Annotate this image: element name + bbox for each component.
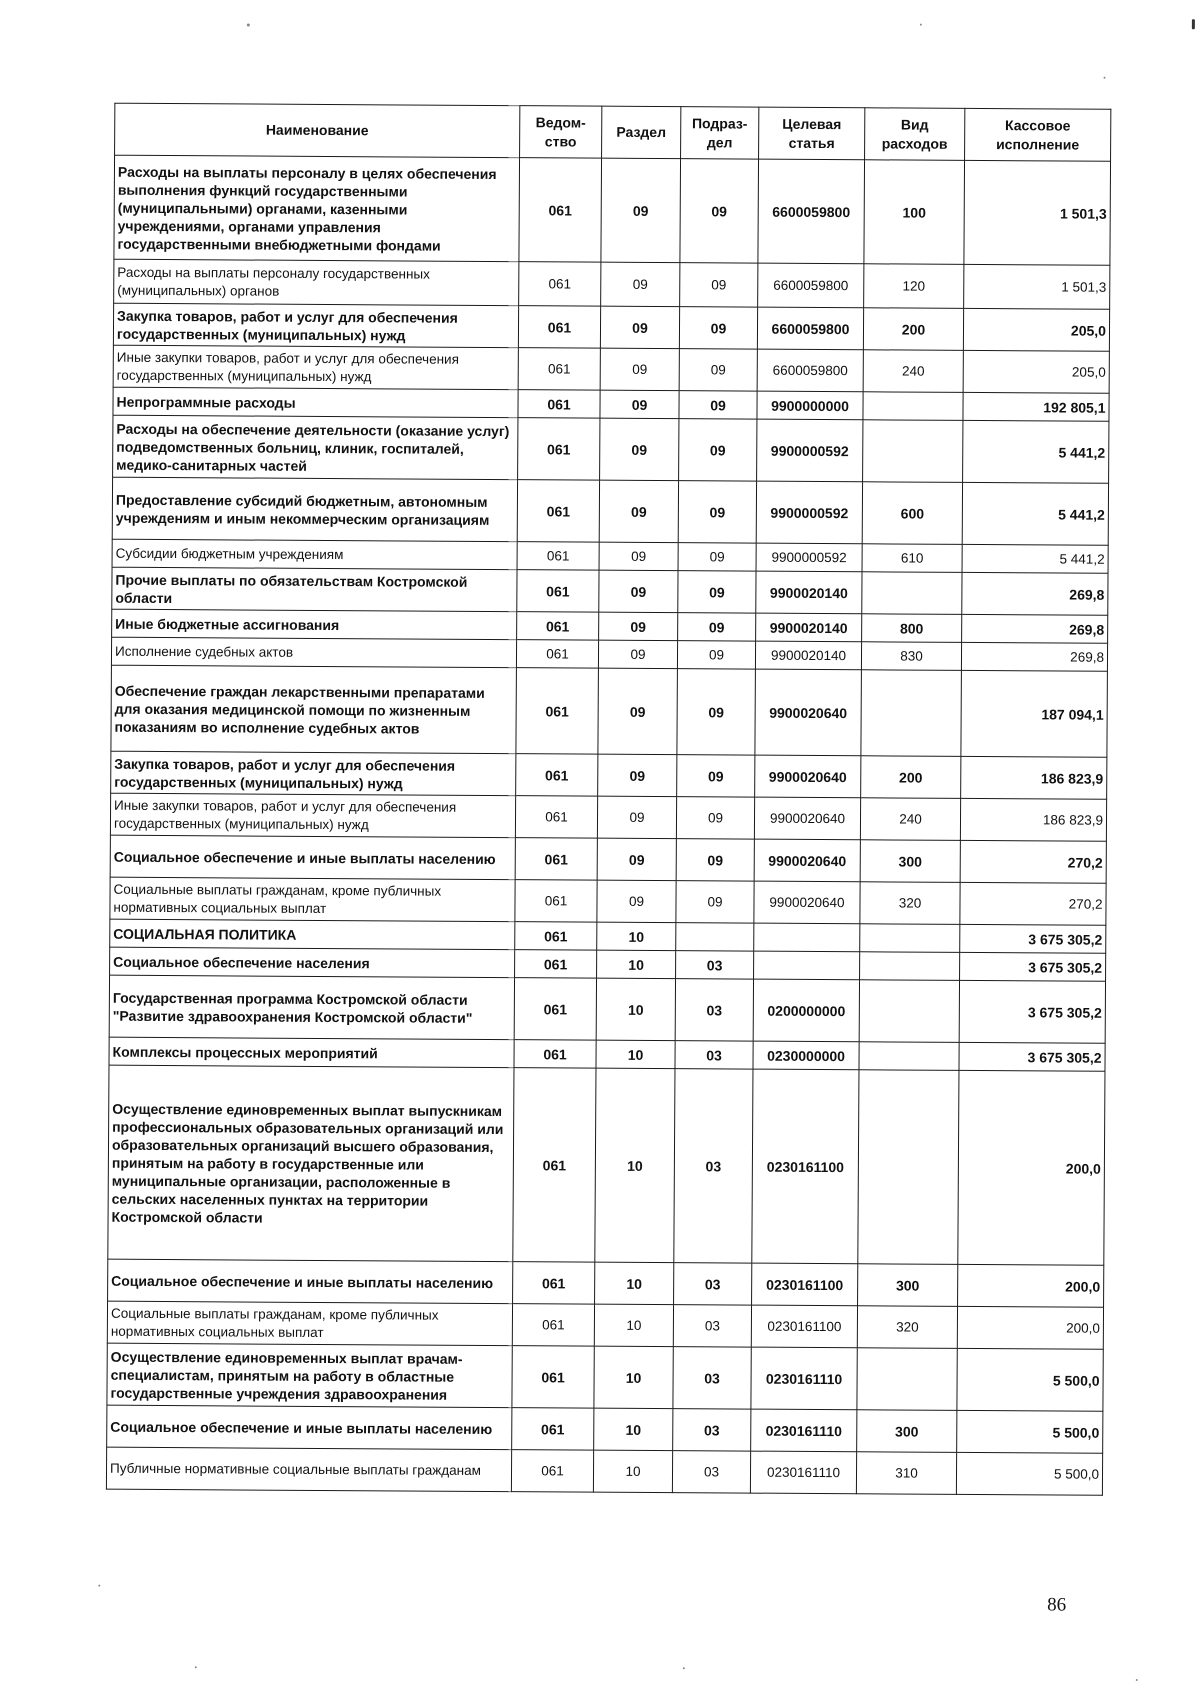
row-podrazdel-cell: 03 bbox=[674, 1263, 752, 1305]
row-podrazdel-cell: 09 bbox=[679, 349, 757, 391]
table-row bbox=[108, 1259, 1104, 1307]
row-razdel-cell: 10 bbox=[597, 922, 676, 950]
table-row bbox=[109, 975, 1105, 1043]
row-name-cell: Расходы на выплаты персоналу в целях обеспечения выполнения функций государственными (муниципальными) органами, казенными учреждениями, органами управления государственными внебюджетными фондами bbox=[114, 155, 520, 261]
budget-execution-table bbox=[106, 103, 1111, 1496]
row-vid-raskhodov-cell: 200 bbox=[861, 756, 961, 799]
table-body bbox=[106, 155, 1110, 1495]
row-name-cell: Обеспечение граждан лекарственными препаратами для оказания медицинской помощи по жизненным показаниям во исполнение судебных актов bbox=[111, 665, 517, 753]
row-celevaya-statya-cell: 9900020640 bbox=[754, 881, 860, 924]
row-vid-raskhodov-cell: 100 bbox=[864, 160, 965, 265]
scan-speck bbox=[247, 24, 250, 27]
row-celevaya-statya-cell: 9900000592 bbox=[756, 543, 862, 572]
row-ispolnenie-cell: 192 805,1 bbox=[963, 392, 1109, 421]
row-name-cell: Прочие выплаты по обязательствам Костромской области bbox=[112, 567, 517, 611]
header-name: Наименование bbox=[115, 103, 520, 157]
row-vedomstvo-cell: 061 bbox=[519, 158, 602, 262]
row-ispolnenie-cell: 3 675 305,2 bbox=[960, 924, 1106, 953]
row-podrazdel-cell: 03 bbox=[675, 979, 753, 1041]
table-row bbox=[107, 1405, 1103, 1453]
row-razdel-cell: 10 bbox=[594, 1408, 673, 1450]
row-ispolnenie-cell: 269,8 bbox=[962, 572, 1108, 615]
row-podrazdel-cell: 09 bbox=[677, 641, 755, 669]
row-razdel-cell: 09 bbox=[597, 880, 676, 922]
row-celevaya-statya-cell: 6600059800 bbox=[757, 349, 863, 392]
header-celevaya-statya: Целевая статья bbox=[759, 107, 865, 160]
row-vedomstvo-cell: 061 bbox=[514, 978, 596, 1040]
row-razdel-cell: 09 bbox=[601, 158, 681, 262]
row-podrazdel-cell: 09 bbox=[680, 263, 758, 307]
row-vid-raskhodov-cell bbox=[863, 420, 963, 483]
table-header-row bbox=[115, 103, 1111, 161]
row-celevaya-statya-cell: 6600059800 bbox=[758, 159, 865, 264]
row-razdel-cell: 10 bbox=[597, 950, 676, 978]
row-ispolnenie-cell: 5 500,0 bbox=[956, 1452, 1102, 1495]
row-vedomstvo-cell: 061 bbox=[516, 640, 598, 669]
row-podrazdel-cell: 03 bbox=[674, 1069, 753, 1263]
row-celevaya-statya-cell: 9900000000 bbox=[757, 391, 863, 420]
row-name-cell: Предоставление субсидий бюджетным, автономным учреждениям и иным некоммерческим организациям bbox=[112, 477, 517, 541]
row-vedomstvo-cell: 061 bbox=[513, 1262, 595, 1305]
row-name-cell: Иные закупки товаров, работ и услуг для обеспечения государственных (муниципальных) нужд bbox=[110, 793, 515, 837]
row-celevaya-statya-cell bbox=[754, 923, 860, 952]
row-podrazdel-cell: 09 bbox=[678, 571, 756, 613]
row-celevaya-statya-cell: 0230161110 bbox=[751, 1347, 857, 1410]
row-ispolnenie-cell: 269,8 bbox=[961, 642, 1107, 671]
row-vedomstvo-cell: 061 bbox=[515, 880, 597, 923]
row-name-cell: Социальное обеспечение населения bbox=[110, 947, 515, 977]
row-vedomstvo-cell: 061 bbox=[518, 418, 600, 480]
row-vedomstvo-cell: 061 bbox=[515, 838, 597, 881]
row-vedomstvo-cell: 061 bbox=[516, 754, 598, 797]
row-podrazdel-cell: 09 bbox=[680, 159, 759, 263]
row-celevaya-statya-cell: 6600059800 bbox=[757, 307, 863, 350]
row-ispolnenie-cell: 5 500,0 bbox=[957, 1348, 1103, 1411]
row-vedomstvo-cell: 061 bbox=[512, 1304, 594, 1347]
table-row bbox=[106, 1447, 1102, 1495]
table-row bbox=[111, 751, 1107, 799]
row-ispolnenie-cell: 200,0 bbox=[958, 1070, 1105, 1265]
row-celevaya-statya-cell: 9900020640 bbox=[755, 755, 861, 798]
table-row bbox=[113, 345, 1109, 393]
scan-speck bbox=[195, 1666, 197, 1668]
row-name-cell: Непрограммные расходы bbox=[113, 387, 518, 417]
row-vedomstvo-cell: 061 bbox=[514, 1040, 596, 1069]
row-razdel-cell: 10 bbox=[593, 1450, 672, 1492]
row-celevaya-statya-cell: 0230161110 bbox=[750, 1451, 856, 1494]
row-vid-raskhodov-cell bbox=[862, 572, 962, 615]
row-vid-raskhodov-cell bbox=[858, 1070, 959, 1265]
row-vid-raskhodov-cell: 320 bbox=[860, 882, 960, 925]
row-ispolnenie-cell: 186 823,9 bbox=[960, 798, 1106, 841]
row-vedomstvo-cell: 061 bbox=[517, 570, 599, 613]
row-razdel-cell: 10 bbox=[595, 1262, 674, 1304]
row-name-cell: Социальные выплаты гражданам, кроме публичных нормативных социальных выплат bbox=[110, 877, 515, 921]
row-ispolnenie-cell: 187 094,1 bbox=[961, 670, 1108, 757]
scan-speck bbox=[1104, 77, 1106, 79]
row-name-cell: Социальные выплаты гражданам, кроме публичных нормативных социальных выплат bbox=[107, 1301, 512, 1345]
row-name-cell: Исполнение судебных актов bbox=[111, 637, 516, 667]
row-podrazdel-cell: 09 bbox=[676, 881, 754, 923]
row-name-cell: Социальное обеспечение и иные выплаты населению bbox=[110, 835, 515, 879]
row-ispolnenie-cell: 5 500,0 bbox=[957, 1410, 1103, 1453]
row-name-cell: Закупка товаров, работ и услуг для обеспечения государственных (муниципальных) нужд bbox=[111, 751, 516, 795]
row-podrazdel-cell: 03 bbox=[675, 1041, 753, 1069]
row-name-cell: Субсидии бюджетным учреждениям bbox=[112, 539, 517, 569]
row-name-cell: Социальное обеспечение и иные выплаты населению bbox=[107, 1405, 512, 1449]
row-celevaya-statya-cell: 9900020640 bbox=[754, 797, 860, 840]
table-row bbox=[113, 303, 1109, 351]
row-razdel-cell: 09 bbox=[599, 542, 678, 570]
header-vid-raskhodov: Вид расходов bbox=[865, 108, 965, 161]
row-podrazdel-cell: 09 bbox=[676, 797, 754, 839]
row-celevaya-statya-cell: 9900000592 bbox=[756, 481, 862, 544]
row-razdel-cell: 09 bbox=[599, 570, 678, 612]
row-razdel-cell: 10 bbox=[596, 1040, 675, 1068]
row-celevaya-statya-cell: 9900020640 bbox=[754, 839, 860, 882]
row-ispolnenie-cell: 3 675 305,2 bbox=[959, 980, 1105, 1043]
row-vedomstvo-cell: 061 bbox=[515, 796, 597, 839]
row-ispolnenie-cell: 5 441,2 bbox=[962, 482, 1108, 545]
scan-speck bbox=[683, 1667, 685, 1669]
row-razdel-cell: 09 bbox=[598, 640, 677, 668]
row-vid-raskhodov-cell: 800 bbox=[862, 614, 962, 643]
row-podrazdel-cell: 03 bbox=[676, 951, 754, 979]
row-name-cell: Расходы на обеспечение деятельности (оказание услуг) подведомственных больниц, клиник, госпиталей, медико-санитарных частей bbox=[113, 415, 518, 479]
row-vid-raskhodov-cell: 240 bbox=[863, 350, 963, 393]
row-celevaya-statya-cell: 9900000592 bbox=[757, 419, 863, 482]
row-podrazdel-cell: 09 bbox=[677, 755, 755, 797]
row-podrazdel-cell: 03 bbox=[673, 1409, 751, 1451]
row-vedomstvo-cell: 061 bbox=[517, 480, 599, 542]
row-name-cell: Расходы на выплаты персоналу государственных (муниципальных) органов bbox=[114, 259, 519, 305]
row-vedomstvo-cell: 061 bbox=[515, 922, 597, 951]
row-vedomstvo-cell: 061 bbox=[518, 390, 600, 419]
header-kassovoe-ispolnenie: Кассовое исполнение bbox=[965, 108, 1111, 161]
table-row bbox=[114, 259, 1110, 309]
row-vedomstvo-cell: 061 bbox=[516, 668, 599, 754]
row-podrazdel-cell: 03 bbox=[672, 1451, 750, 1493]
row-razdel-cell: 10 bbox=[594, 1346, 673, 1408]
row-celevaya-statya-cell: 0230161100 bbox=[752, 1263, 858, 1306]
row-vid-raskhodov-cell: 120 bbox=[864, 264, 964, 309]
row-vedomstvo-cell: 061 bbox=[518, 348, 600, 391]
row-celevaya-statya-cell bbox=[754, 951, 860, 980]
scan-speck bbox=[98, 1585, 100, 1587]
row-celevaya-statya-cell: 9900020140 bbox=[755, 641, 861, 670]
row-name-cell: Осуществление единовременных выплат врачам-специалистам, принятым на работу в областные государственные учреждения здравоохранения bbox=[107, 1343, 512, 1407]
table-row bbox=[112, 477, 1108, 545]
table-row bbox=[110, 835, 1106, 883]
header-podrazdel: Подраз- дел bbox=[681, 107, 759, 159]
row-razdel-cell: 10 bbox=[594, 1304, 673, 1346]
row-vid-raskhodov-cell: 240 bbox=[860, 798, 960, 841]
row-ispolnenie-cell: 269,8 bbox=[962, 614, 1108, 643]
table-row bbox=[113, 415, 1109, 483]
row-razdel-cell: 09 bbox=[600, 390, 679, 418]
row-ispolnenie-cell: 5 441,2 bbox=[963, 420, 1109, 483]
row-celevaya-statya-cell: 0230161110 bbox=[751, 1409, 857, 1452]
row-ispolnenie-cell: 1 501,3 bbox=[964, 160, 1111, 265]
row-vid-raskhodov-cell bbox=[860, 924, 960, 953]
row-celevaya-statya-cell: 9900020140 bbox=[756, 571, 862, 614]
row-razdel-cell: 10 bbox=[596, 978, 675, 1040]
row-podrazdel-cell: 09 bbox=[679, 307, 757, 349]
row-ispolnenie-cell: 1 501,3 bbox=[964, 264, 1110, 309]
row-vid-raskhodov-cell bbox=[859, 980, 959, 1043]
table-row bbox=[108, 1065, 1105, 1265]
page-number: 86 bbox=[1047, 1594, 1067, 1616]
row-razdel-cell: 09 bbox=[599, 480, 678, 542]
row-vid-raskhodov-cell: 830 bbox=[861, 642, 961, 671]
row-vid-raskhodov-cell bbox=[860, 952, 960, 981]
row-celevaya-statya-cell: 0230161100 bbox=[751, 1305, 857, 1348]
row-podrazdel-cell: 03 bbox=[673, 1305, 751, 1347]
row-vedomstvo-cell: 061 bbox=[513, 1068, 596, 1262]
row-podrazdel-cell: 09 bbox=[678, 613, 756, 641]
table-row bbox=[107, 1301, 1103, 1349]
row-razdel-cell: 09 bbox=[597, 838, 676, 880]
table-row bbox=[112, 567, 1108, 615]
row-podrazdel-cell: 09 bbox=[679, 391, 757, 419]
table-row bbox=[111, 665, 1108, 757]
row-celevaya-statya-cell: 9900020640 bbox=[755, 669, 862, 756]
row-razdel-cell: 09 bbox=[600, 306, 679, 348]
row-ispolnenie-cell: 200,0 bbox=[957, 1306, 1103, 1349]
row-vid-raskhodov-cell bbox=[857, 1348, 957, 1411]
row-podrazdel-cell: 09 bbox=[678, 543, 756, 571]
row-celevaya-statya-cell: 6600059800 bbox=[758, 263, 864, 308]
row-vedomstvo-cell: 061 bbox=[515, 950, 597, 979]
row-vedomstvo-cell: 061 bbox=[512, 1408, 594, 1451]
row-ispolnenie-cell: 5 441,2 bbox=[962, 544, 1108, 573]
row-ispolnenie-cell: 270,2 bbox=[960, 840, 1106, 883]
row-vid-raskhodov-cell: 600 bbox=[862, 482, 962, 545]
row-vedomstvo-cell: 061 bbox=[511, 1450, 593, 1493]
row-razdel-cell: 09 bbox=[601, 262, 680, 306]
row-vid-raskhodov-cell: 300 bbox=[857, 1410, 957, 1453]
row-vid-raskhodov-cell: 200 bbox=[863, 308, 963, 351]
table-row bbox=[110, 877, 1106, 925]
scan-speck bbox=[920, 24, 922, 26]
row-name-cell: Закупка товаров, работ и услуг для обеспечения государственных (муниципальных) нужд bbox=[113, 303, 518, 347]
row-name-cell: Публичные нормативные социальные выплаты гражданам bbox=[106, 1447, 511, 1491]
row-vedomstvo-cell: 061 bbox=[517, 612, 599, 641]
table-row bbox=[114, 155, 1111, 265]
row-name-cell: СОЦИАЛЬНАЯ ПОЛИТИКА bbox=[110, 919, 515, 949]
row-vedomstvo-cell: 061 bbox=[518, 306, 600, 349]
scan-speck bbox=[1136, 1679, 1138, 1681]
row-name-cell: Комплексы процессных мероприятий bbox=[109, 1037, 514, 1067]
header-vedomstvo: Ведом- ство bbox=[520, 106, 602, 158]
row-razdel-cell: 09 bbox=[599, 612, 678, 640]
row-razdel-cell: 09 bbox=[598, 668, 678, 754]
row-ispolnenie-cell: 205,0 bbox=[963, 308, 1109, 351]
row-name-cell: Государственная программа Костромской области "Развитие здравоохранения Костромской области" bbox=[109, 975, 514, 1039]
row-podrazdel-cell: 09 bbox=[676, 839, 754, 881]
row-celevaya-statya-cell: 0230000000 bbox=[753, 1041, 859, 1070]
row-vid-raskhodov-cell: 610 bbox=[862, 544, 962, 573]
row-name-cell: Осуществление единовременных выплат выпускникам профессиональных образовательных организаций или образовательных организаций высшего образования, принятым на работу в государственные или муниципальные организации, расположенные в сельских населенных пунктах на территории Костромской области bbox=[108, 1065, 514, 1261]
row-razdel-cell: 09 bbox=[598, 754, 677, 796]
row-celevaya-statya-cell: 0200000000 bbox=[753, 979, 859, 1042]
scan-speck bbox=[1192, 19, 1195, 29]
row-podrazdel-cell: 09 bbox=[678, 481, 756, 543]
row-vid-raskhodov-cell: 300 bbox=[860, 840, 960, 883]
row-vedomstvo-cell: 061 bbox=[517, 542, 599, 571]
row-podrazdel-cell: 09 bbox=[679, 419, 757, 481]
table-row bbox=[107, 1343, 1103, 1411]
row-celevaya-statya-cell: 0230161100 bbox=[752, 1069, 859, 1264]
header-razdel: Раздел bbox=[602, 106, 681, 158]
row-ispolnenie-cell: 3 675 305,2 bbox=[959, 1042, 1105, 1071]
row-vid-raskhodov-cell bbox=[863, 392, 963, 421]
table-row bbox=[110, 793, 1106, 841]
row-name-cell: Социальное обеспечение и иные выплаты населению bbox=[108, 1259, 513, 1303]
row-razdel-cell: 10 bbox=[595, 1068, 675, 1262]
row-vid-raskhodov-cell: 300 bbox=[858, 1264, 958, 1307]
row-podrazdel-cell bbox=[676, 923, 754, 951]
row-ispolnenie-cell: 200,0 bbox=[958, 1264, 1104, 1307]
row-vedomstvo-cell: 061 bbox=[512, 1346, 594, 1408]
row-vid-raskhodov-cell: 310 bbox=[856, 1452, 956, 1495]
row-vid-raskhodov-cell bbox=[861, 670, 962, 757]
row-ispolnenie-cell: 186 823,9 bbox=[961, 756, 1107, 799]
row-podrazdel-cell: 09 bbox=[677, 669, 756, 755]
row-razdel-cell: 09 bbox=[600, 418, 679, 480]
row-razdel-cell: 09 bbox=[600, 348, 679, 390]
row-vid-raskhodov-cell: 320 bbox=[857, 1306, 957, 1349]
row-ispolnenie-cell: 270,2 bbox=[960, 882, 1106, 925]
row-ispolnenie-cell: 205,0 bbox=[963, 350, 1109, 393]
row-vedomstvo-cell: 061 bbox=[519, 262, 601, 307]
row-vid-raskhodov-cell bbox=[859, 1042, 959, 1071]
row-celevaya-statya-cell: 9900020140 bbox=[756, 613, 862, 642]
row-podrazdel-cell: 03 bbox=[673, 1347, 751, 1409]
row-name-cell: Иные закупки товаров, работ и услуг для обеспечения государственных (муниципальных) нужд bbox=[113, 345, 518, 389]
row-ispolnenie-cell: 3 675 305,2 bbox=[960, 952, 1106, 981]
row-razdel-cell: 09 bbox=[597, 796, 676, 838]
row-name-cell: Иные бюджетные ассигнования bbox=[112, 609, 517, 639]
